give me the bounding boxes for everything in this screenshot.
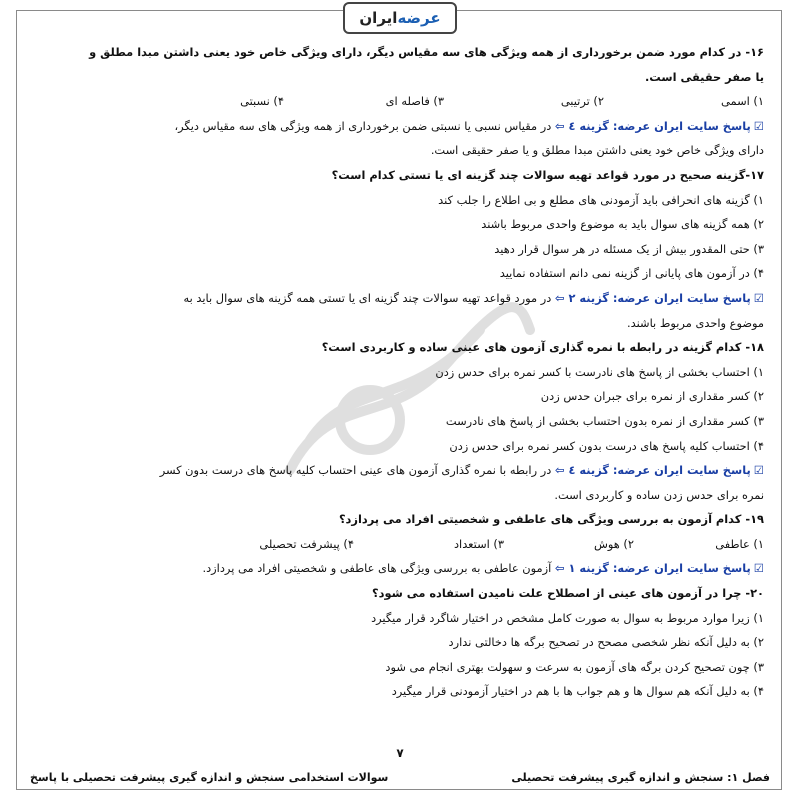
question-18-option-1: ۱) احتساب بخشی از پاسخ های نادرست با کسر نمره برای حدس زدن [435,364,764,379]
option-4: ۴) نسبتی [240,94,284,109]
answer-text: آزمون عاطفی به بررسی ویژگی های عاطفی و شخصیتی افراد می پردازد. [202,561,555,576]
question-20-option-1: ۱) زیرا موارد مربوط به سوال به صورت کامل مشخص در اختیار شاگرد قرار میگیرد [371,610,764,625]
option-1: ۱) عاطفی [715,536,764,551]
answer-label: پاسخ سایت ایران عرضه: گزینه ٤ ⇦ [554,463,751,478]
answer-text: در رابطه با نمره گذاری آزمون های عینی احتساب کلیه پاسخ های درست بدون کسر [159,463,555,478]
answer-18-line2: نمره برای حدس زدن ساده و کاربردی است. [554,487,764,502]
question-20-option-4: ۴) به دلیل آنکه هم سوال ها و هم جواب ها با هم در اختیار آزمودنی قرار میگیرد [391,684,764,699]
answer-17-line2: موضوع واحدی مربوط باشند. [627,315,764,330]
question-18-option-4: ۴) احتساب کلیه پاسخ های درست بدون کسر نمره برای حدس زدن [449,438,764,453]
question-17-option-3: ۳) حتی المقدور بیش از یک مسئله در هر سوال قرار دهید [494,241,764,256]
check-box-icon: ☑ [753,118,764,133]
brand-logo [343,2,457,34]
option-1: ۱) اسمی [721,94,764,109]
footer-chapter: فصل ۱: سنجش و اندازه گیری پیشرفت تحصیلی [511,771,770,784]
logo-text-a: ایران [359,9,398,27]
question-18-option-3: ۳) کسر مقداری از نمره بدون احتساب بخشی از پاسخ های نادرست [445,413,764,428]
answer-label: پاسخ سایت ایران عرضه: گزینه ٤ ⇦ [554,118,751,133]
question-18-title: ۱۸- کدام گزینه در رابطه با نمره گذاری آزمون های عینی ساده و کاربردی است؟ [321,340,764,355]
page-footer [30,746,770,790]
option-3: ۳) استعداد [453,536,504,551]
answer-label: پاسخ سایت ایران عرضه: گزینه ۲ ⇦ [554,290,751,305]
question-17-option-4: ۴) در آزمون های پایانی از گزینه نمی دانم استفاده نمایید [499,266,764,281]
question-18-option-2: ۲) کسر مقداری از نمره برای جبران حدس زدن [540,389,764,404]
answer-19-line1 [36,556,764,581]
question-16-line2: یا صفر حقیقی است. [644,69,764,84]
logo-text-b: عرضه [397,9,441,27]
option-4: ۴) پیشرفت تحصیلی [259,536,354,551]
answer-18-line1 [36,458,764,483]
question-19-options [36,532,764,557]
option-3: ۳) فاصله ای [385,94,444,109]
question-16-line1: ۱۶- در کدام مورد ضمن برخورداری از همه ویژگی های سه مقیاس دیگر، دارای ویژگی خاص خود یعنی داشتن مبدا مطلق و [89,45,764,59]
question-17-option-1: ۱) گزینه های انحرافی باید آزمودنی های مطلع و بی اطلاع را جلب کند [438,192,764,207]
question-17-title: ۱۷-گزینه صحیح در مورد قواعد تهیه سوالات چند گزینه ای یا تستی کدام است؟ [331,167,764,182]
document-body [36,40,764,704]
footer-book-title: سوالات استخدامی سنجش و اندازه گیری پیشرفت تحصیلی با پاسخ [30,771,389,784]
question-20-title: ۲۰- چرا در آزمون های عینی از اصطلاح علت نامیدن استفاده می شود؟ [372,586,764,601]
check-box-icon: ☑ [753,463,764,478]
answer-label: پاسخ سایت ایران عرضه: گزینه ۱ ⇦ [554,561,751,576]
question-16-options [36,89,764,114]
option-2: ۲) هوش [594,536,634,551]
page-number: ۷ [396,746,404,760]
option-2: ۲) ترتیبی [560,94,604,109]
question-20-option-3: ۳) چون تصحیح کردن برگه های آزمون به سرعت و سهولت بهتری انجام می شود [385,659,764,674]
question-17-option-2: ۲) همه گزینه های سوال باید به موضوع واحدی مربوط باشند [481,217,764,232]
answer-text: در مقیاس نسبی یا نسبتی ضمن برخورداری از همه ویژگی های سه مقیاس دیگر، [174,118,555,133]
question-20-option-2: ۲) به دلیل آنکه نظر شخصی مصحح در تصحیح برگه ها دخالتی ندارد [448,635,764,650]
check-box-icon: ☑ [753,290,764,305]
answer-16-line1 [36,114,764,139]
answer-text: در مورد قواعد تهیه سوالات چند گزینه ای یا تستی همه گزینه های سوال باید به [183,290,555,305]
answer-17-line1 [36,286,764,311]
check-box-icon: ☑ [753,561,764,576]
question-19-title: ۱۹- کدام آزمون به بررسی ویژگی های عاطفی و شخصیتی افراد می پردازد؟ [338,512,764,527]
answer-16-line2: دارای ویژگی خاص خود یعنی داشتن مبدا مطلق و یا صفر حقیقی است. [430,143,764,158]
